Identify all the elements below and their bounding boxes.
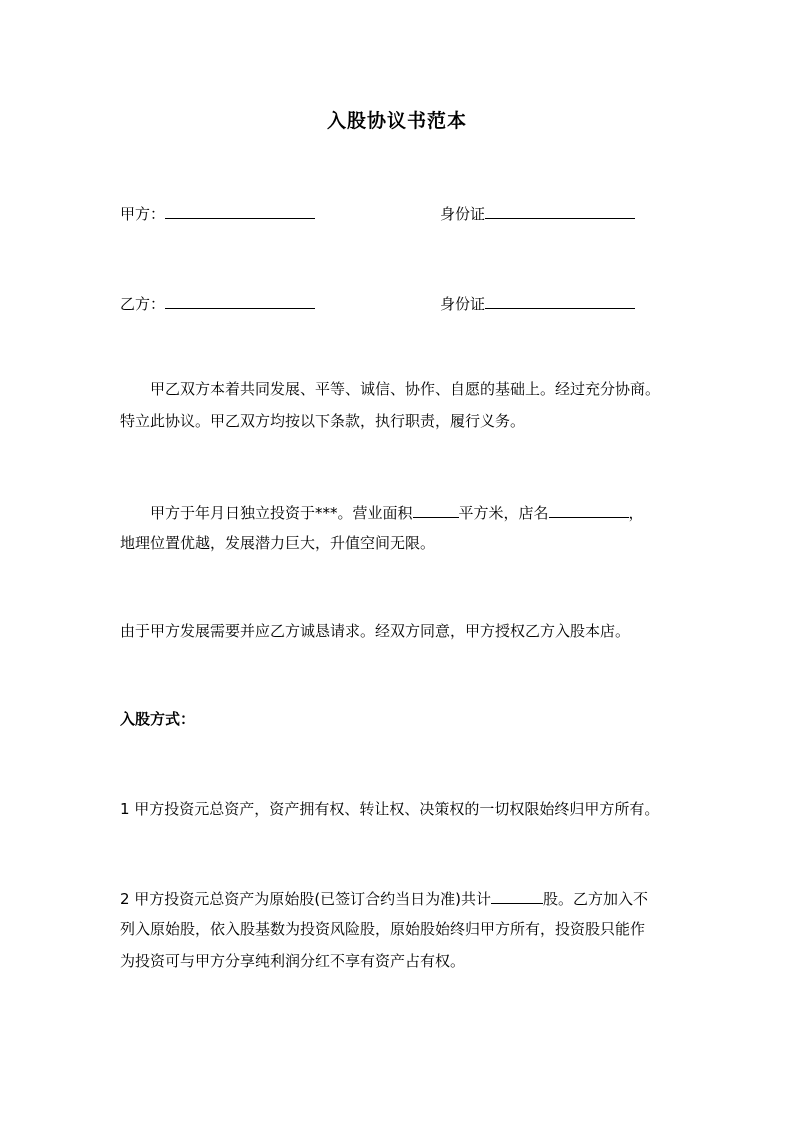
clause-2-line-1 bbox=[120, 887, 648, 909]
party-b-label: 乙方： bbox=[120, 295, 166, 313]
method-heading: 入股方式： bbox=[120, 710, 196, 728]
area-blank[interactable] bbox=[413, 501, 459, 518]
clause-1: 1 甲方投资元总资产，资产拥有权、转让权、决策权的一切权限始终归甲方所有。 bbox=[120, 800, 660, 818]
intro-line-1: 甲乙双方本着共同发展、平等、诚信、协作、自愿的基础上。经过充分协商。 bbox=[150, 380, 661, 398]
clause-2-text-2: 股。乙方加入不 bbox=[543, 890, 649, 908]
party-b-name-blank[interactable] bbox=[165, 292, 315, 309]
clause-2-line-2: 列入原始股，依入股基数为投资风险股，原始股始终归甲方所有，投资股只能作 bbox=[120, 920, 646, 938]
party-b-row bbox=[120, 292, 680, 314]
reason-paragraph: 由于甲方发展需要并应乙方诚恳请求。经双方同意，甲方授权乙方入股本店。 bbox=[120, 622, 631, 640]
intro-line-2: 特立此协议。甲乙双方均按以下条款，执行职责，履行义务。 bbox=[120, 412, 526, 430]
investment-text-1: 甲方于年月日独立投资于***。营业面积 bbox=[150, 504, 413, 522]
share-count-blank[interactable] bbox=[491, 887, 543, 904]
clause-2-text-1: 2 甲方投资元总资产为原始股(已签订合约当日为准)共计 bbox=[120, 890, 492, 908]
party-a-row bbox=[120, 202, 680, 224]
party-a-id-blank[interactable] bbox=[485, 202, 635, 219]
store-name-blank[interactable] bbox=[549, 501, 629, 518]
party-a-label: 甲方： bbox=[120, 205, 166, 223]
investment-line-2: 地理位置优越，发展潜力巨大，升值空间无限。 bbox=[120, 534, 436, 552]
investment-text-3: ， bbox=[628, 504, 644, 522]
party-b-id-group bbox=[440, 292, 635, 314]
party-a-name-blank[interactable] bbox=[165, 202, 315, 219]
investment-line-1 bbox=[120, 501, 644, 523]
party-b-id-blank[interactable] bbox=[485, 292, 635, 309]
party-a-id-group bbox=[440, 202, 635, 224]
investment-text-2: 平方米，店名 bbox=[458, 504, 549, 522]
clause-2-line-3: 为投资可与甲方分享纯利润分红不享有资产占有权。 bbox=[120, 952, 466, 970]
document-title: 入股协议书范本 bbox=[326, 110, 467, 132]
party-b-id-label: 身份证 bbox=[440, 295, 486, 313]
party-a-id-label: 身份证 bbox=[440, 205, 486, 223]
